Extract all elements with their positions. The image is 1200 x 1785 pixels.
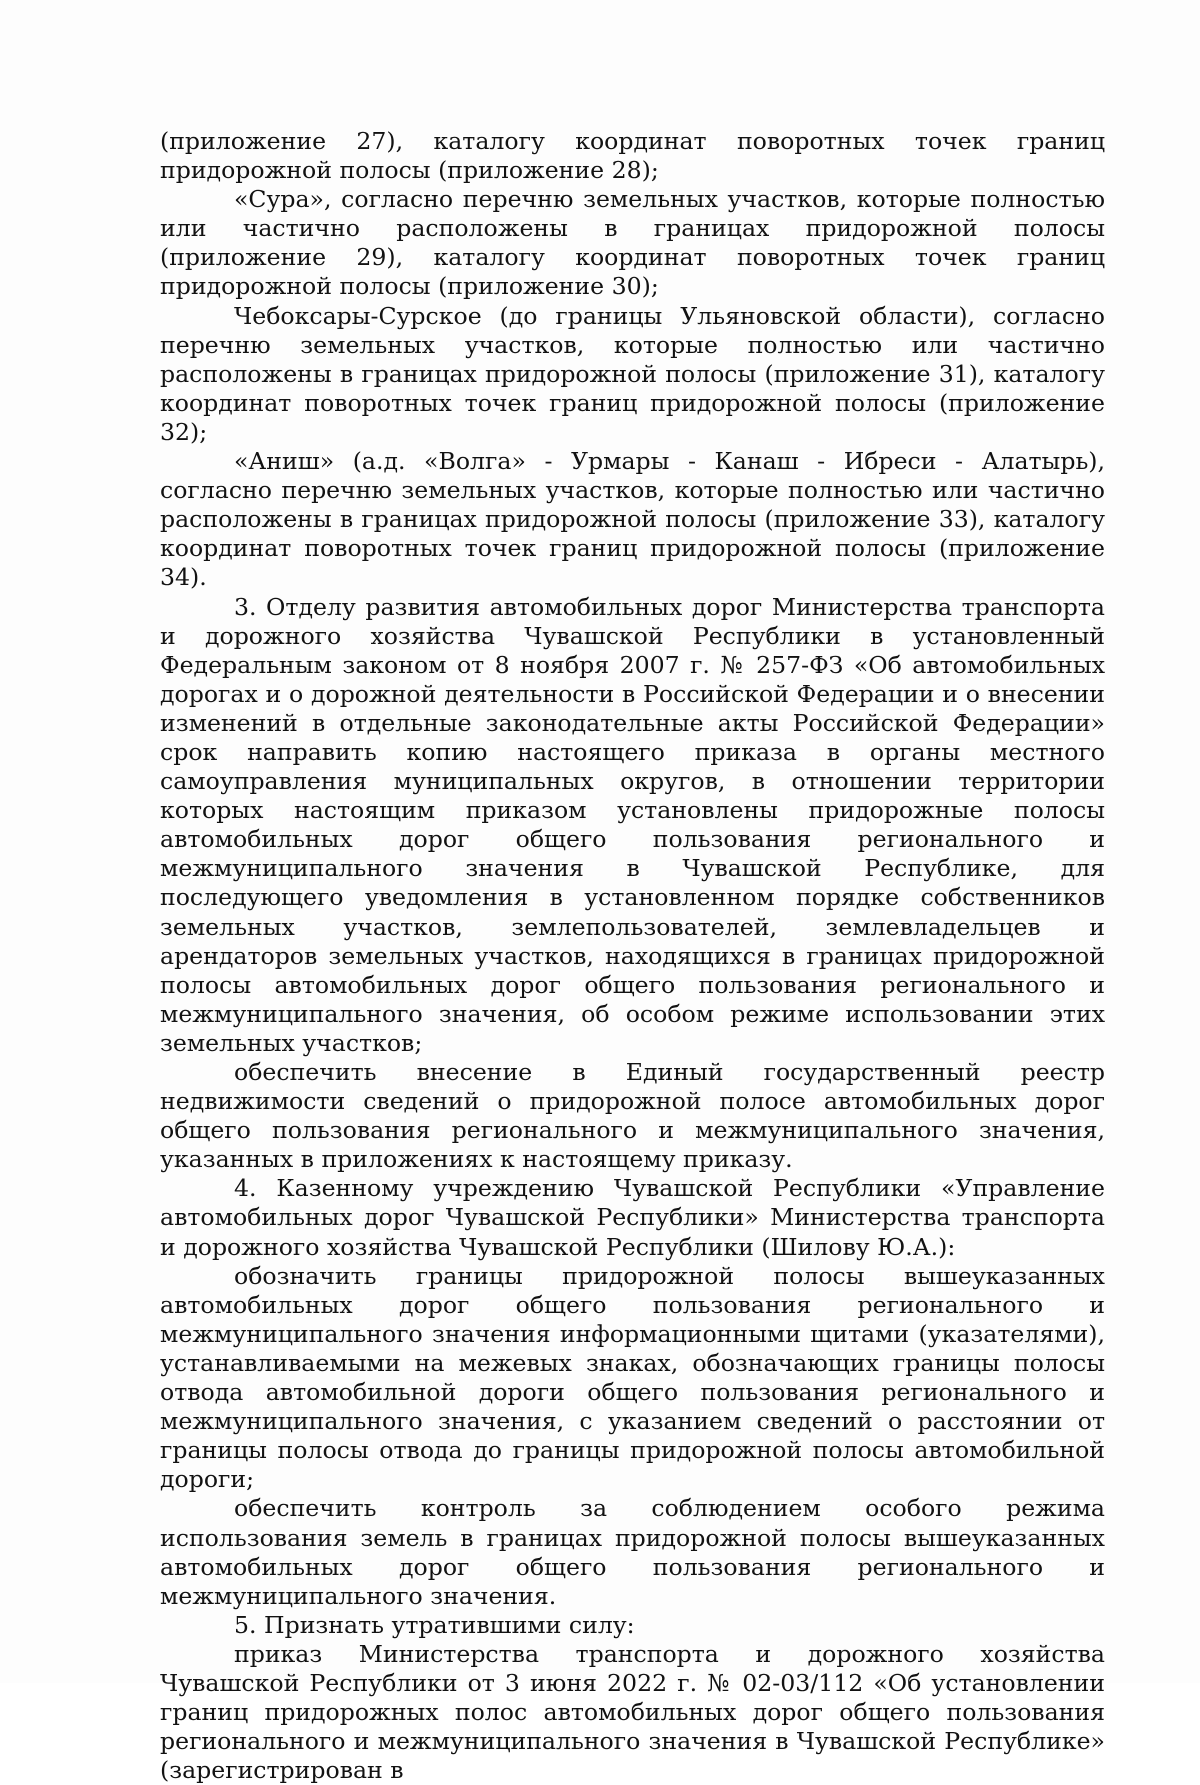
document-body <box>160 127 1105 1785</box>
paragraph-item-5: 5. Признать утратившими силу: <box>234 1610 635 1639</box>
paragraph-appendix-27-28: (приложение 27), каталогу координат поворотных точек границ придорожной полосы (приложение 28); <box>160 127 1105 185</box>
paragraph-item-4: 4. Казенному учреждению Чувашской Республики «Управление автомобильных дорог Чувашской Республики» Министерства транспорта и дорожного хозяйства Чувашской Республики (Шилову Ю.А.): <box>160 1174 1105 1261</box>
paragraph-sura: «Сура», согласно перечню земельных участков, которые полностью или частично расположены в границах придорожной полосы (приложение 29), каталогу координат поворотных точек границ придорожной полосы (приложение 30); <box>160 185 1105 301</box>
paragraph-control: обеспечить контроль за соблюдением особого режима использования земель в границах придорожной полосы вышеуказанных автомобильных дорог общего пользования регионального и межмуниципального значения. <box>160 1494 1105 1610</box>
paragraph-cheboksary-surskoe: Чебоксары-Сурское (до границы Ульяновской области), согласно перечню земельных участков, которые полностью или частично расположены в границах придорожной полосы (приложение 31), каталогу координат поворотных точек границ придорожной полосы (приложение 32); <box>160 301 1105 446</box>
paragraph-registry: обеспечить внесение в Единый государственный реестр недвижимости сведений о придорожной полосе автомобильных дорог общего пользования регионального и межмуниципального значения, указанных в приложениях к настоящему приказу. <box>160 1058 1105 1174</box>
paragraph-repealed-order: приказ Министерства транспорта и дорожного хозяйства Чувашской Республики от 3 июня 2022 г. № 02-03/112 «Об установлении границ придорожных полос автомобильных дорог общего пользования регионального и межмуниципального значения в Чувашской Республике» (зарегистрирован в <box>160 1639 1105 1785</box>
paragraph-item-3: 3. Отделу развития автомобильных дорог Министерства транспорта и дорожного хозяйства Чувашской Республики в установленный Федеральным законом от 8 ноября 2007 г. № 257-ФЗ «Об автомобильных дорогах и о дорожной деятельности в Российской Федерации и о внесении изменений в отдельные законодательные акты Российской Федерации» срок направить копию настоящего приказа в органы местного самоуправления муниципальных округов, в отношении территории которых настоящим приказом установлены придорожные полосы автомобильных дорог общего пользования регионального и межмуниципального значения в Чувашской Республике, для последующего уведомления в установленном порядке собственников земельных участков, землепользователей, землевладельцев и арендаторов земельных участков, находящихся в границах придорожной полосы автомобильных дорог общего пользования регионального и межмуниципального значения, об особом режиме использовании этих земельных участков; <box>160 592 1105 1057</box>
paragraph-anish: «Аниш» (а.д. «Волга» - Урмары - Канаш - Ибреси - Алатырь), согласно перечню земельных участков, которые полностью или частично расположены в границах придорожной полосы (приложение 33), каталогу координат поворотных точек границ придорожной полосы (приложение 34). <box>160 447 1105 592</box>
paragraph-boundary-marking: обозначить границы придорожной полосы вышеуказанных автомобильных дорог общего пользования регионального и межмуниципального значения информационными щитами (указателями), устанавливаемыми на межевых знаках, обозначающих границы полосы отвода автомобильной дороги общего пользования регионального и межмуниципального значения, с указанием сведений о расстоянии от границы полосы отвода до границы придорожной полосы автомобильной дороги; <box>160 1261 1105 1494</box>
